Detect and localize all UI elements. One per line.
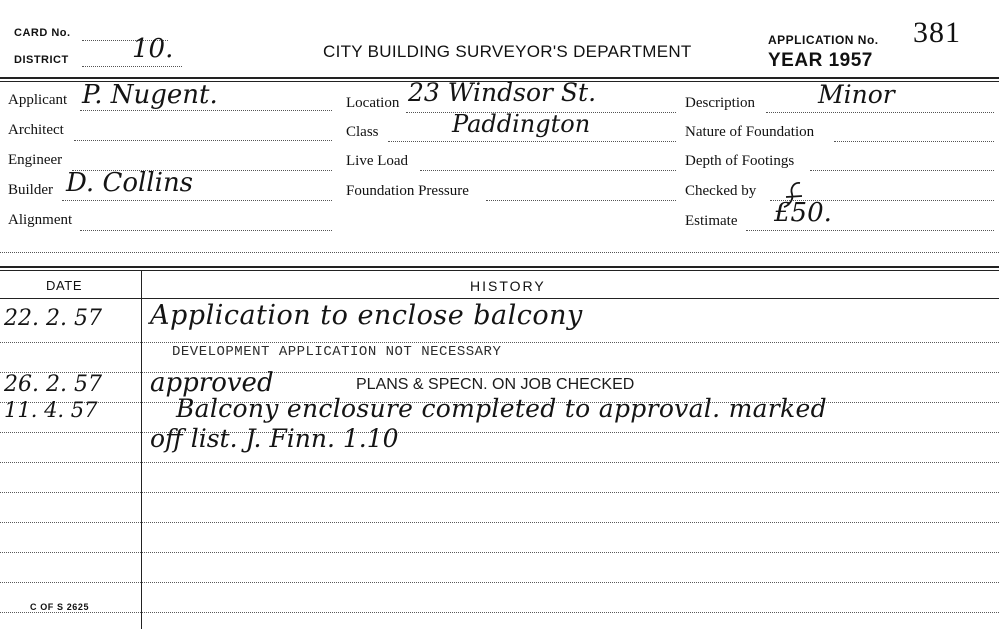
builder-label: Builder [8, 182, 53, 198]
ruled-line [0, 342, 999, 343]
location-value: 23 Windsor St. [408, 78, 597, 107]
card-no-label: CARD No. [14, 27, 71, 39]
checked-by-label: Checked by [685, 183, 757, 199]
estimate-value: £50. [774, 198, 832, 228]
architect-label: Architect [8, 122, 64, 138]
estimate-line [746, 230, 994, 231]
history-top-rule [0, 266, 999, 268]
history-date: 26. 2. 57 [4, 372, 102, 397]
district-label: DISTRICT [14, 54, 69, 66]
history-date: 11. 4. 57 [4, 398, 98, 422]
builder-line [62, 200, 332, 201]
district-line [82, 66, 182, 67]
year-label: YEAR 1957 [768, 50, 873, 71]
history-top-rule-2 [0, 270, 999, 271]
foundation-pressure-label: Foundation Pressure [346, 183, 469, 199]
estimate-label: Estimate [685, 213, 738, 229]
ruled-line [0, 582, 999, 583]
history-header-rule [0, 298, 999, 299]
application-no-value: 381 [913, 16, 961, 49]
foundation-pressure-line [486, 200, 676, 201]
nature-of-foundation-line [834, 141, 994, 142]
class-line [388, 141, 676, 142]
fields-bottom-line [0, 252, 999, 253]
ruled-line [0, 492, 999, 493]
live-load-line [420, 170, 676, 171]
history-stamp: DEVELOPMENT APPLICATION NOT NECESSARY [172, 344, 502, 360]
description-value: Minor [818, 80, 895, 109]
department-title: CITY BUILDING SURVEYOR'S DEPARTMENT [323, 42, 692, 61]
applicant-line [80, 110, 332, 111]
history-text: approved [150, 368, 274, 398]
description-line [766, 112, 994, 113]
description-label: Description [685, 95, 755, 111]
history-stamp: PLANS & SPECN. ON JOB CHECKED [356, 376, 635, 393]
date-header: DATE [46, 278, 83, 293]
class-label: Class [346, 124, 379, 140]
class-value: Paddington [452, 110, 591, 138]
applicant-label: Applicant [8, 92, 68, 108]
date-column-divider [141, 271, 142, 629]
district-value: 10. [132, 34, 174, 64]
history-date: 22. 2. 57 [4, 306, 102, 331]
history-text: Application to enclose balcony [150, 300, 583, 331]
engineer-label: Engineer [8, 152, 63, 168]
depth-of-footings-line [810, 170, 994, 171]
alignment-line [80, 230, 332, 231]
depth-of-footings-label: Depth of Footings [685, 153, 795, 169]
applicant-value: P. Nugent. [82, 80, 218, 110]
ruled-line [0, 552, 999, 553]
form-code: C OF S 2625 [30, 602, 90, 612]
location-label: Location [346, 95, 400, 111]
history-text: Balcony enclosure completed to approval. marked [176, 394, 827, 423]
history-text: off list. J. Finn. 1.10 [150, 424, 399, 453]
ruled-line [0, 462, 999, 463]
application-no-label: APPLICATION No. [768, 33, 879, 47]
live-load-label: Live Load [346, 153, 409, 169]
architect-line [74, 140, 332, 141]
nature-of-foundation-label: Nature of Foundation [685, 124, 815, 140]
history-header: HISTORY [470, 278, 546, 294]
builder-value: D. Collins [66, 168, 194, 198]
ruled-line [0, 612, 999, 613]
alignment-label: Alignment [8, 212, 73, 228]
ruled-line [0, 522, 999, 523]
